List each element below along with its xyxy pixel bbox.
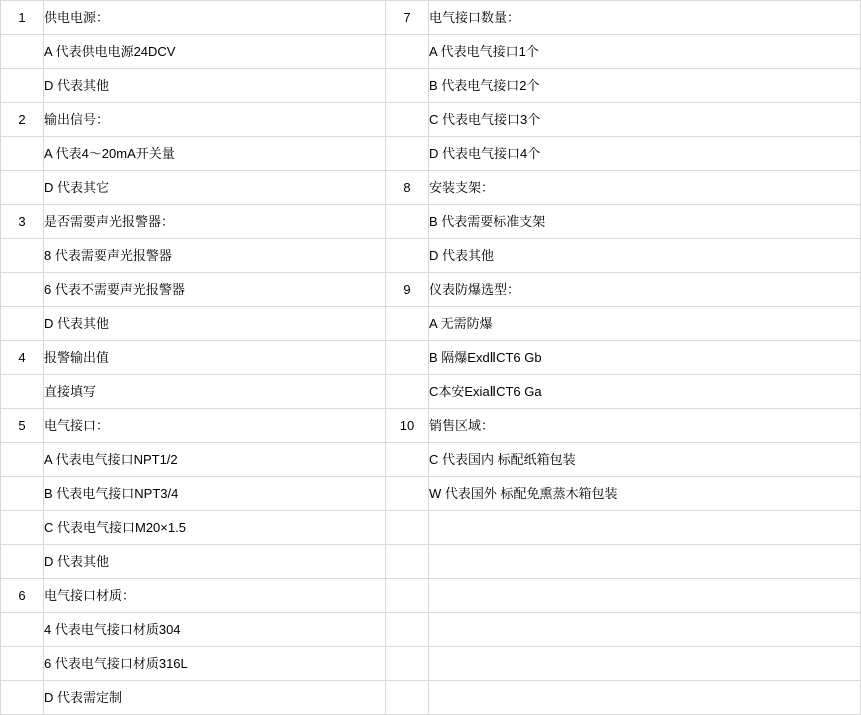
table-row <box>1 477 861 511</box>
table-row <box>1 613 861 647</box>
table-body <box>1 1 861 715</box>
option-number-right <box>386 443 429 477</box>
option-number-right <box>386 205 429 239</box>
option-text-right: A 代表电气接口1个 <box>429 35 861 69</box>
option-text-left: 电气接口： <box>44 409 386 443</box>
option-text-left: 报警输出值 <box>44 341 386 375</box>
option-number-left <box>1 239 44 273</box>
option-text-right <box>429 613 861 647</box>
table-row <box>1 1 861 35</box>
table-row <box>1 545 861 579</box>
option-text-left: D 代表其他 <box>44 69 386 103</box>
option-number-right <box>386 579 429 613</box>
option-number-left <box>1 273 44 307</box>
table-row <box>1 137 861 171</box>
option-number-left <box>1 307 44 341</box>
table-row <box>1 341 861 375</box>
option-text-left: 输出信号： <box>44 103 386 137</box>
table-row <box>1 443 861 477</box>
option-number-right: 10 <box>386 409 429 443</box>
table-row <box>1 307 861 341</box>
option-text-left: 6 代表电气接口材质316L <box>44 647 386 681</box>
option-text-right: C 代表国内 标配纸箱包装 <box>429 443 861 477</box>
option-text-left: B 代表电气接口NPT3/4 <box>44 477 386 511</box>
option-number-left <box>1 443 44 477</box>
option-text-left: 直接填写 <box>44 375 386 409</box>
option-text-right: A 无需防爆 <box>429 307 861 341</box>
option-number-right <box>386 69 429 103</box>
option-number-left: 5 <box>1 409 44 443</box>
option-text-right: B 隔爆ExdⅡCT6 Gb <box>429 341 861 375</box>
option-text-right <box>429 579 861 613</box>
option-number-left <box>1 647 44 681</box>
option-text-left: D 代表其它 <box>44 171 386 205</box>
option-number-left <box>1 511 44 545</box>
option-text-right: D 代表其他 <box>429 239 861 273</box>
option-number-right <box>386 647 429 681</box>
table-row <box>1 647 861 681</box>
option-number-right <box>386 477 429 511</box>
table-row <box>1 171 861 205</box>
option-number-left: 1 <box>1 1 44 35</box>
option-number-right <box>386 511 429 545</box>
option-text-right: 安装支架： <box>429 171 861 205</box>
option-number-left: 2 <box>1 103 44 137</box>
option-text-right: B 代表需要标准支架 <box>429 205 861 239</box>
option-text-right: W 代表国外 标配免熏蒸木箱包装 <box>429 477 861 511</box>
option-text-left: D 代表需定制 <box>44 681 386 715</box>
table-row <box>1 205 861 239</box>
option-text-left: D 代表其他 <box>44 307 386 341</box>
option-number-right <box>386 681 429 715</box>
table-row <box>1 239 861 273</box>
option-number-left <box>1 69 44 103</box>
option-number-left <box>1 681 44 715</box>
table-row <box>1 103 861 137</box>
option-number-left: 6 <box>1 579 44 613</box>
table-row <box>1 511 861 545</box>
option-text-left: 4 代表电气接口材质304 <box>44 613 386 647</box>
option-number-right <box>386 239 429 273</box>
option-number-right: 8 <box>386 171 429 205</box>
option-number-left <box>1 477 44 511</box>
option-text-right: D 代表电气接口4个 <box>429 137 861 171</box>
table-row <box>1 375 861 409</box>
option-number-right: 7 <box>386 1 429 35</box>
option-number-left <box>1 375 44 409</box>
option-number-left <box>1 545 44 579</box>
option-number-right <box>386 341 429 375</box>
table-row <box>1 35 861 69</box>
option-text-left: 电气接口材质： <box>44 579 386 613</box>
option-text-left: 8 代表需要声光报警器 <box>44 239 386 273</box>
option-text-right: 销售区域： <box>429 409 861 443</box>
option-number-right <box>386 35 429 69</box>
option-text-left: D 代表其他 <box>44 545 386 579</box>
option-number-left: 4 <box>1 341 44 375</box>
option-number-left <box>1 613 44 647</box>
option-text-left: A 代表4～20mA开关量 <box>44 137 386 171</box>
option-text-left: 供电电源： <box>44 1 386 35</box>
option-text-left: A 代表电气接口NPT1/2 <box>44 443 386 477</box>
option-text-right: C本安ExiaⅡCT6 Ga <box>429 375 861 409</box>
option-number-right <box>386 307 429 341</box>
option-text-left: C 代表电气接口M20×1.5 <box>44 511 386 545</box>
option-number-right: 9 <box>386 273 429 307</box>
table-row <box>1 681 861 715</box>
table-row <box>1 579 861 613</box>
option-number-right <box>386 103 429 137</box>
option-number-right <box>386 375 429 409</box>
option-text-right <box>429 511 861 545</box>
option-text-left: 6 代表不需要声光报警器 <box>44 273 386 307</box>
option-text-right: 仪表防爆选型： <box>429 273 861 307</box>
option-text-right: C 代表电气接口3个 <box>429 103 861 137</box>
table-row <box>1 69 861 103</box>
option-text-right <box>429 681 861 715</box>
option-text-right <box>429 545 861 579</box>
table-row <box>1 409 861 443</box>
option-text-right: B 代表电气接口2个 <box>429 69 861 103</box>
option-number-right <box>386 613 429 647</box>
option-number-left <box>1 137 44 171</box>
option-number-left <box>1 35 44 69</box>
option-number-right <box>386 137 429 171</box>
option-text-left: 是否需要声光报警器： <box>44 205 386 239</box>
option-number-left: 3 <box>1 205 44 239</box>
option-text-left: A 代表供电电源24DCV <box>44 35 386 69</box>
option-number-left <box>1 171 44 205</box>
option-text-right: 电气接口数量： <box>429 1 861 35</box>
option-text-right <box>429 647 861 681</box>
table-row <box>1 273 861 307</box>
option-number-right <box>386 545 429 579</box>
